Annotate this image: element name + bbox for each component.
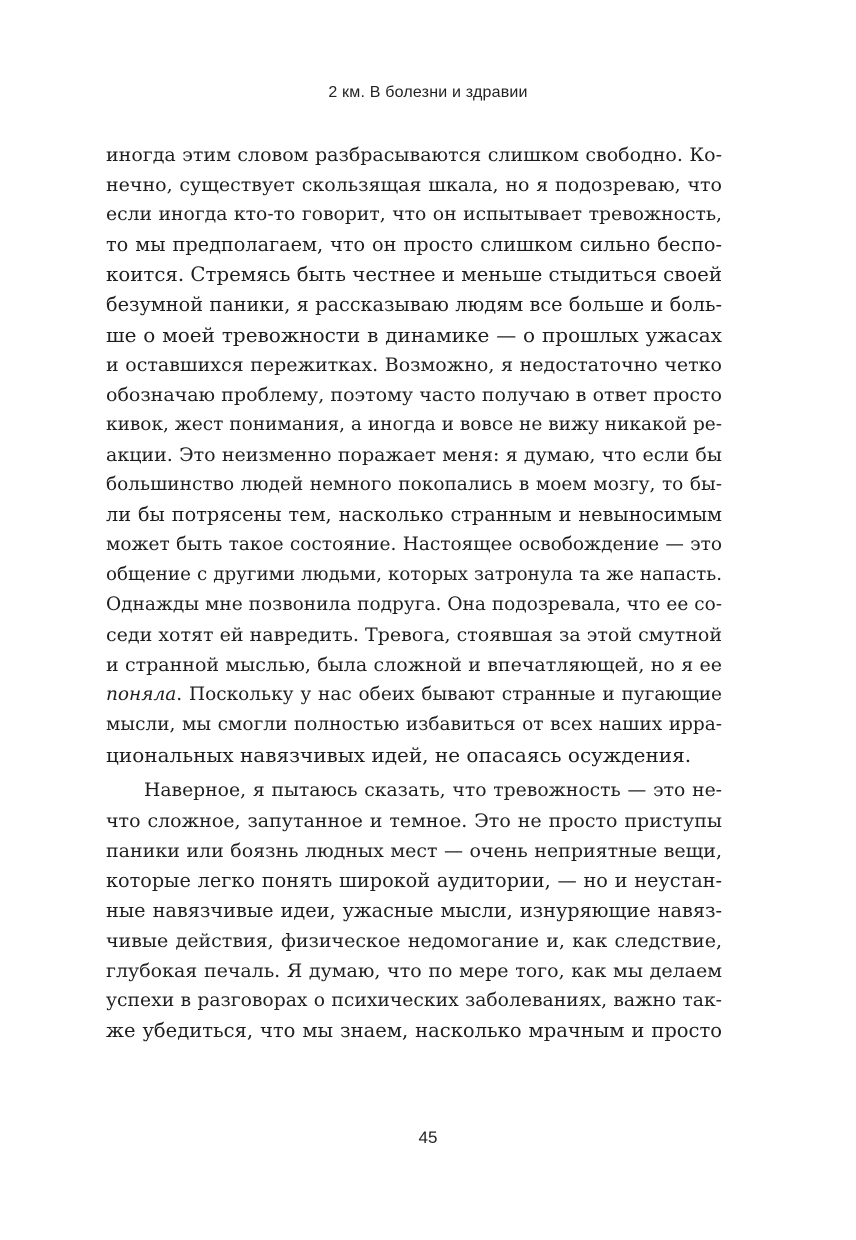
text-line: успехи в разговорах о психических заболеваниях, важно так-: [106, 990, 722, 1011]
text-line-with-italic: [106, 680, 722, 710]
text-line: глубокая печаль. Я думаю, что по мере того, как мы делаем: [106, 960, 722, 982]
text-line: общение с другими людьми, которых затронула та же напасть.: [106, 564, 722, 585]
body-text: [106, 140, 722, 1046]
running-header: 2 км. В болезни и здравии: [328, 84, 528, 101]
page-number: 45: [418, 1128, 438, 1147]
text-line: циональных навязчивых идей, не опасаясь осуждения.: [106, 743, 692, 767]
text-line: паники или боязнь людных мест — очень неприятные вещи,: [106, 840, 722, 862]
text-line: мысли, мы смогли полностью избавиться от всех наших ирра-: [106, 714, 722, 735]
paragraph-1: [106, 140, 722, 770]
text-line: что сложное, запутанное и темное. Это не просто приступы: [106, 810, 722, 832]
text-line: седи хотят ей навредить. Тревога, стоявшая за этой смутной: [106, 624, 722, 646]
text-line: коится. Стремясь быть честнее и меньше стыдиться своей: [106, 263, 722, 286]
text-line: акции. Это неизменно поражает меня: я думаю, что если бы: [106, 444, 722, 466]
text-line: обозначаю проблему, поэтому часто получаю в ответ просто: [106, 384, 722, 406]
text-line: и оставшихся пережитках. Возможно, я недостаточно четко: [106, 354, 722, 376]
text-line: и странной мыслью, была сложной и впечатляющей, но я ее: [106, 654, 722, 676]
text-line: ли бы потрясены тем, насколько странным и невыносимым: [106, 503, 722, 526]
text-line: если иногда кто-то говорит, что он испытывает тревожность,: [106, 204, 722, 225]
text-line: то мы предполагаем, что он просто слишком сильно беспо-: [106, 233, 722, 256]
text-line: ше о моей тревожности в динамике — о прошлых ужасах: [106, 323, 722, 347]
text-line: может быть такое состояние. Настоящее освобождение — это: [106, 534, 722, 555]
italic-word: поняла: [106, 684, 177, 705]
text-line: большинство людей немного покопались в моем мозгу, то бы-: [106, 474, 722, 495]
paragraph-2: [106, 776, 722, 1046]
text-line: чивые действия, физическое недомогание и, как следствие,: [106, 930, 722, 952]
text-line: безумной паники, я рассказываю людям все больше и боль-: [106, 293, 722, 316]
text-line: иногда этим словом разбрасываются слишком свободно. Ко-: [106, 144, 722, 166]
text-line: же убедиться, что мы знаем, насколько мрачным и просто: [106, 1019, 722, 1042]
text-line: Наверное, я пытаюсь сказать, что тревожность — это не-: [144, 780, 722, 801]
text-line: кивок, жест понимания, а иногда и вовсе не вижу никакой ре-: [106, 414, 722, 435]
text-fragment: . Поскольку у нас обеих бывают странные и пугающие: [176, 684, 722, 705]
text-line: Однажды мне позвонила подруга. Она подозревала, что ее со-: [106, 594, 722, 615]
text-line: ные навязчивые идеи, ужасные мысли, изнуряющие навяз-: [106, 899, 722, 922]
text-line: которые легко понять широкой аудитории, — но и неустан-: [106, 869, 722, 892]
text-line: нечно, существует скользящая шкала, но я подозреваю, что: [106, 174, 722, 196]
